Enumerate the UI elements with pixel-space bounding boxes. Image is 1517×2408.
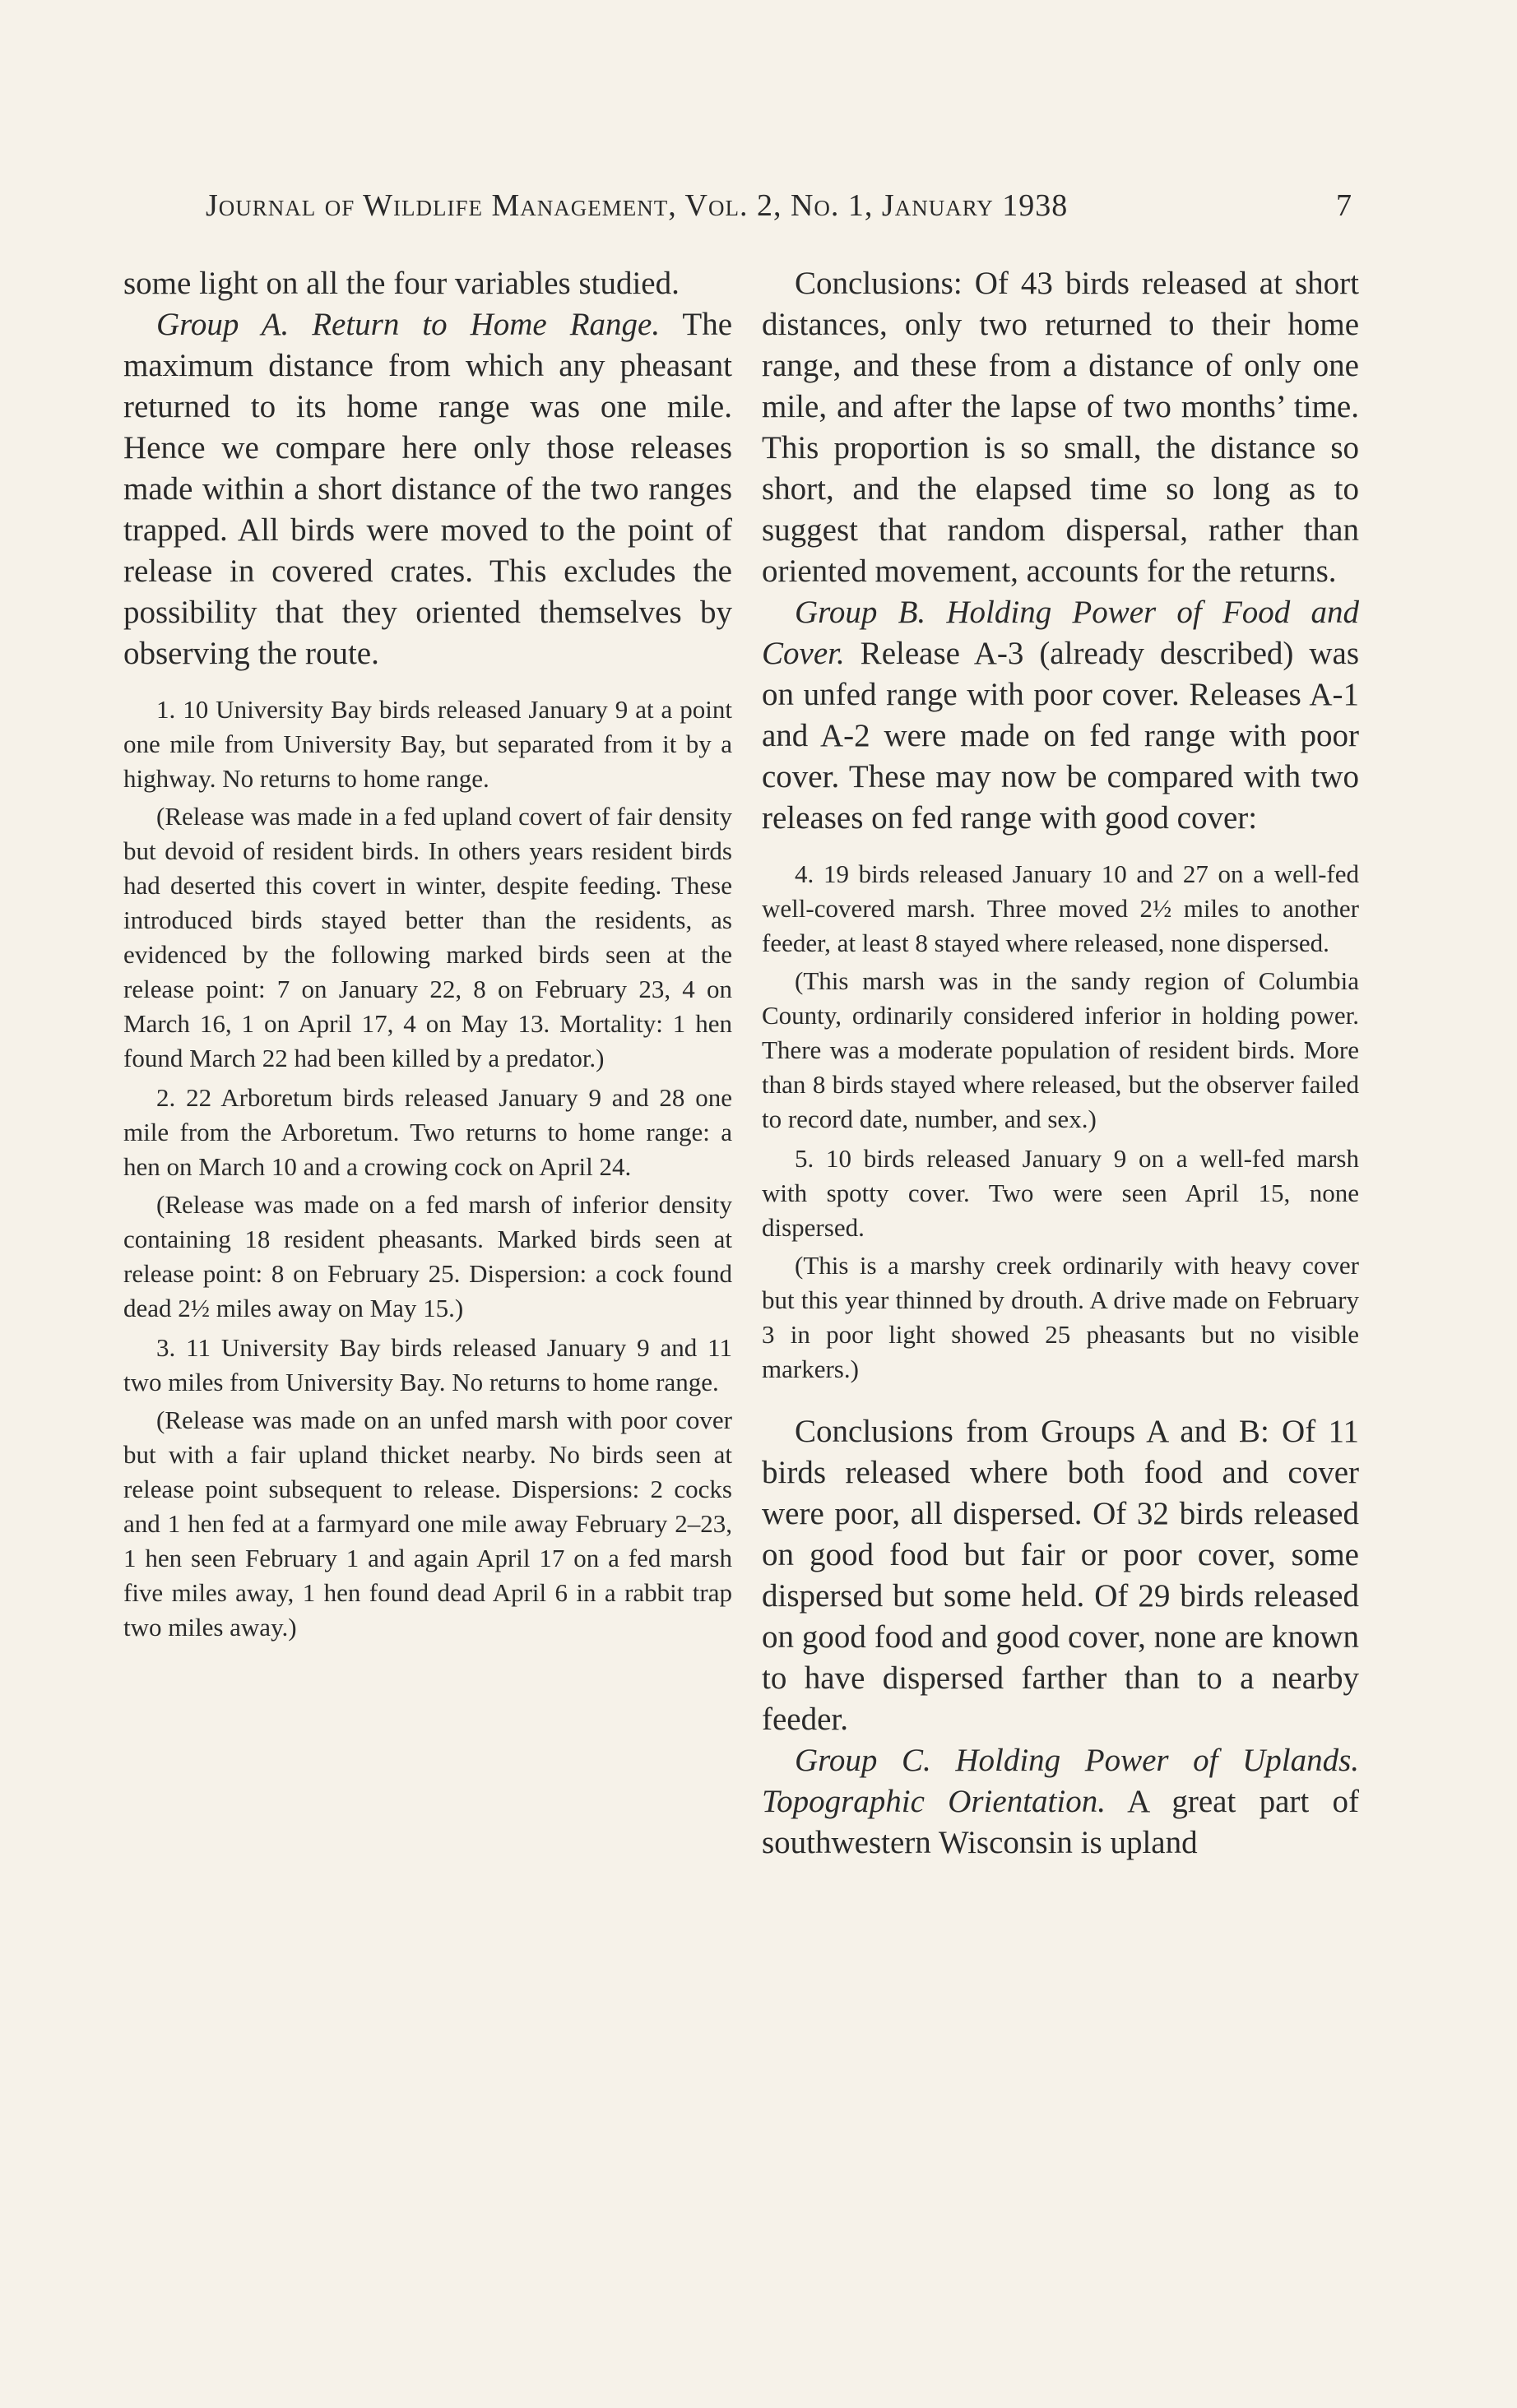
group-b-heading: Group B. Holding Power of Food and Cover.	[762, 595, 1359, 671]
release-item-3: 3. 11 University Bay birds released January 9 and 11 two miles from University Bay. No returns to home range.	[123, 1333, 732, 1396]
group-c-text: A great part of southwestern Wisconsin is upland	[762, 1784, 1359, 1860]
paragraph-conclusions-1: Conclusions: Of 43 birds released at short distances, only two returned to their home range, and these from a distance of only one mile, and after the lapse of two months’ time. This proportion is so small, the distance so short, and the elapsed time so long as to suggest that random dispersal, rather than oriented movement, accounts for the returns.	[762, 266, 1359, 589]
running-header	[206, 188, 1352, 224]
release-note-4: (This marsh was in the sandy region of Columbia County, ordinarily considered inferior in holding power. There was a moderate population of resident birds. More than 8 birds stayed where released, but the observer failed to record date, number, and sex.)	[762, 966, 1359, 1133]
paragraph-group-c	[762, 1740, 1359, 1864]
group-c-heading: Group C. Holding Power of Uplands. Topographic Orientation.	[762, 1743, 1359, 1819]
paragraph-conclusions-2: Conclusions from Groups A and B: Of 11 birds released where both food and cover were poor, all dispersed. Of 32 birds released on good food but fair or poor cover, some dispersed but some held. Of 29 birds released on good food and good cover, none are known to have dispersed farther than to a nearby feeder.	[762, 1414, 1359, 1737]
release-item-4: 4. 19 birds released January 10 and 27 on a well-fed well-covered marsh. Three moved 2½ miles to another feeder, at least 8 stayed where released, none dispersed.	[762, 859, 1359, 957]
release-note-2: (Release was made on a fed marsh of inferior density containing 18 resident pheasants. Marked birds seen at release point: 8 on February 25. Dispersion: a cock found dead 2½ miles away on May 15.)	[123, 1190, 732, 1322]
release-note-5: (This is a marshy creek ordinarily with heavy cover but this year thinned by drouth. A drive made on February 3 in poor light showed 25 pheasants but no visible markers.)	[762, 1251, 1359, 1383]
release-item-5: 5. 10 birds released January 9 on a well-fed marsh with spotty cover. Two were seen April 15, none dispersed.	[762, 1144, 1359, 1242]
journal-title: Journal of Wildlife Management, Vol. 2, No. 1, January 1938	[206, 188, 1069, 223]
release-item-2: 2. 22 Arboretum birds released January 9 and 28 one mile from the Arboretum. Two returns to home range: a hen on March 10 and a crowing cock on April 24.	[123, 1083, 732, 1181]
paragraph-group-b	[762, 592, 1359, 839]
release-item-1: 1. 10 University Bay birds released January 9 at a point one mile from University Bay, but separated from it by a highway. No returns to home range.	[123, 695, 732, 793]
right-column	[762, 263, 1359, 1864]
page-number: 7	[1336, 188, 1352, 223]
group-a-heading: Group A. Return to Home Range.	[156, 307, 661, 342]
group-a-text: The maximum distance from which any pheasant returned to its home range was one mile. Hence we compare here only those releases made within a short distance of the two ranges trapped. All birds were moved to the point of release in covered crates. This excludes the possibility that they oriented themselves by observing the route.	[123, 307, 733, 671]
left-column	[123, 263, 732, 1645]
group-b-text: Release A-3 (already described) was on unfed range with poor cover. Releases A-1 and A-2 were made on fed range with poor cover. These may now be compared with two releases on fed range with good cover:	[762, 636, 1359, 836]
paragraph-group-a	[123, 304, 732, 674]
paragraph-intro: some light on all the four variables studied.	[123, 266, 680, 301]
release-note-1: (Release was made in a fed upland covert of fair density but devoid of resident birds. In others years resident birds had deserted this covert in winter, despite feeding. These introduced birds stayed better than the residents, as evidenced by the following marked birds seen at the release point: 7 on January 22, 8 on February 23, 4 on March 16, 1 on April 17, 4 on May 13. Mortality: 1 hen found March 22 had been killed by a predator.)	[123, 802, 732, 1072]
release-note-3: (Release was made on an unfed marsh with poor cover but with a fair upland thicket nearby. No birds seen at release point subsequent to release. Dispersions: 2 cocks and 1 hen fed at a farmyard one mile away February 2–23, 1 hen seen February 1 and again April 17 on a fed marsh five miles away, 1 hen found dead April 6 in a rabbit trap two miles away.)	[123, 1405, 732, 1642]
